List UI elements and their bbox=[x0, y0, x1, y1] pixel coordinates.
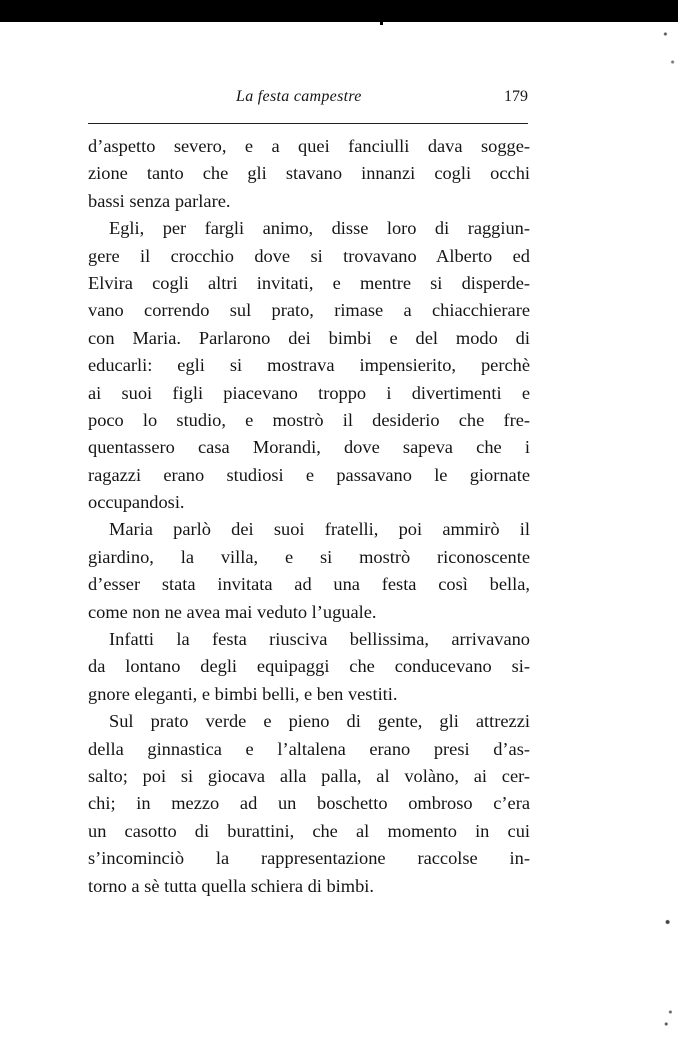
text-line: gere il crocchio dove si trovavano Alberto ed bbox=[88, 245, 530, 266]
text-line: ai suoi figli piacevano troppo i divertimenti e bbox=[88, 382, 530, 403]
text-line: occupandosi. bbox=[88, 492, 185, 513]
running-title: La festa campestre bbox=[236, 88, 362, 105]
header-rule bbox=[88, 123, 528, 124]
text-line: gnore eleganti, e bimbi belli, e ben vestiti. bbox=[88, 683, 398, 704]
text-line: bassi senza parlare. bbox=[88, 190, 231, 211]
text-line: con Maria. Parlarono dei bimbi e del modo di bbox=[88, 327, 530, 348]
text-line: quentassero casa Morandi, dove sapeva che i bbox=[88, 437, 530, 458]
body-text bbox=[88, 133, 530, 900]
text-line: zione tanto che gli stavano innanzi cogli occhi bbox=[88, 163, 530, 184]
page-header bbox=[88, 88, 530, 110]
text-line: vano correndo sul prato, rimase a chiacchierare bbox=[88, 300, 530, 321]
text-line: giardino, la villa, e si mostrò riconoscente bbox=[88, 546, 530, 567]
text-line: educarli: egli si mostrava impensierito, perchè bbox=[88, 355, 530, 376]
text-line: un casotto di burattini, che al momento in cui bbox=[88, 820, 530, 841]
text-line: come non ne avea mai veduto l’uguale. bbox=[88, 601, 377, 622]
scan-artifact bbox=[380, 20, 383, 25]
scan-artifact bbox=[660, 20, 678, 90]
text-line: Egli, per fargli animo, disse loro di raggiun- bbox=[109, 218, 530, 239]
text-line: Infatti la festa riusciva bellissima, arrivavano bbox=[109, 629, 530, 650]
text-line: chi; in mezzo ad un boschetto ombroso c’era bbox=[88, 793, 530, 814]
text-line: poco lo studio, e mostrò il desiderio che fre- bbox=[88, 409, 530, 430]
text-line: d’aspetto severo, e a quei fanciulli dava sogge- bbox=[88, 136, 530, 156]
text-line: Elvira cogli altri invitati, e mentre si disperde- bbox=[88, 272, 530, 293]
text-line: ragazzi erano studiosi e passavano le giornate bbox=[88, 464, 530, 485]
text-line: della ginnastica e l’altalena erano presi d’as- bbox=[88, 738, 530, 759]
page-number: 179 bbox=[504, 88, 528, 105]
text-line: salto; poi si giocava alla palla, al volàno, ai cer- bbox=[88, 765, 530, 786]
text-line: d’esser stata invitata ad una festa così bella, bbox=[88, 574, 530, 595]
scan-artifact bbox=[662, 910, 676, 1030]
text-line: da lontano degli equipaggi che conducevano si- bbox=[88, 656, 530, 677]
text-line: torno a sè tutta quella schiera di bimbi. bbox=[88, 875, 374, 896]
text-line: Sul prato verde e pieno di gente, gli attrezzi bbox=[109, 711, 530, 732]
text-line: s’incominciò la rappresentazione raccolse in- bbox=[88, 848, 530, 869]
text-line: Maria parlò dei suoi fratelli, poi ammirò il bbox=[109, 519, 530, 540]
scan-top-border bbox=[0, 0, 678, 22]
